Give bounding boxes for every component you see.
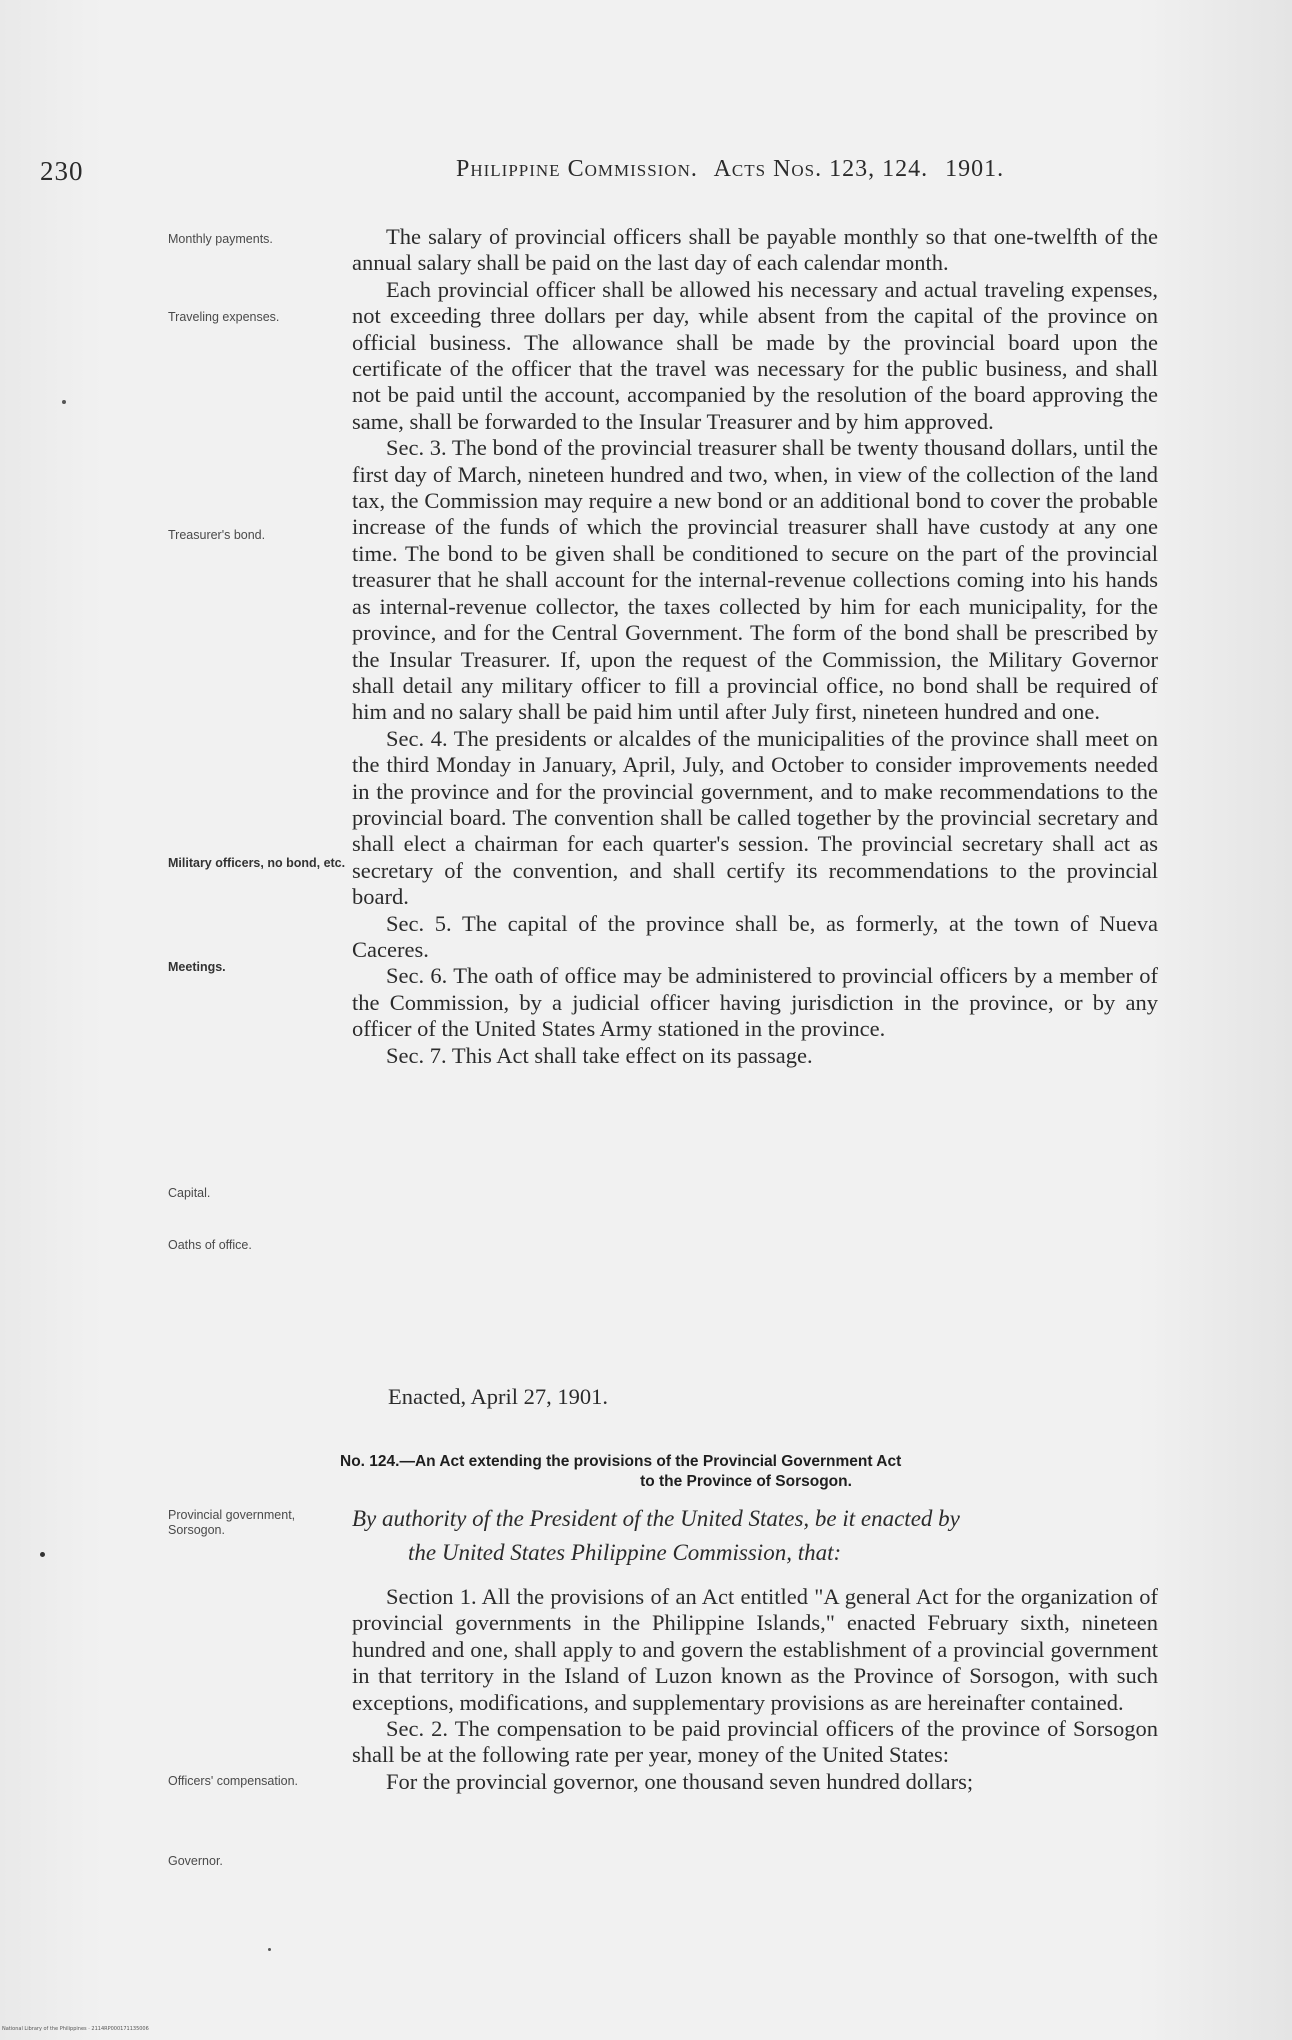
running-head-title: Philippine Commission. — [456, 156, 698, 182]
page-number: 230 — [40, 156, 84, 186]
margin-note-oaths-of-office: Oaths of office. — [168, 1238, 252, 1252]
enacted-date: Enacted, April 27, 1901. — [388, 1384, 608, 1409]
act-124-body — [352, 1584, 1158, 1795]
section-5: Sec. 5. The capital of the province shall be, as formerly, at the town of Nueva Caceres. — [352, 910, 1158, 962]
running-head — [456, 156, 1014, 183]
margin-note-meetings: Meetings. — [168, 960, 226, 974]
margin-note-traveling-expenses: Traveling expenses. — [168, 310, 280, 324]
running-head-acts: Acts Nos. 123, 124. — [713, 156, 929, 182]
act-124-title-line2: to the Province of Sorsogon. — [640, 1473, 852, 1490]
margin-note-treasurers-bond: Treasurer's bond. — [168, 528, 266, 542]
paragraph-monthly-payments: The salary of provincial officers shall be payable monthly so that one-twelfth of the annual salary shall be paid on the last day of each calendar month. — [352, 224, 1158, 276]
paragraph-traveling-expenses: Each provincial officer shall be allowed his necessary and actual traveling expenses, not exceeding three dollars per day, while absent from the capital of the province on official business. The allowance shall be made by the provincial board upon the certificate of the officer that the travel was necessary for the public business, and shall not be paid until the account, accompanied by the resolution of the board approving the same, shall be forwarded to the Insular Treasurer and by him approved. — [352, 276, 1158, 434]
section-4: Sec. 4. The presidents or alcaldes of the municipalities of the province shall meet on the third Monday in January, April, July, and October to consider improvements needed in the province and for the provincial government, and to make recommendations to the provincial board. The convention shall be called together by the provincial secretary and shall elect a chairman for each quarter's session. The provincial secretary shall act as secretary of the convention, and shall certify its recommendations to the provincial board. — [352, 725, 1158, 910]
scan-speck — [40, 1552, 45, 1557]
act-124-section-2: Sec. 2. The compensation to be paid provincial officers of the province of Sorsogon shall be at the following rate per year, money of the United States: — [352, 1716, 1158, 1768]
scan-credit: National Library of the Philippines · 2114RP000171135006 — [2, 2026, 149, 2032]
margin-note-capital: Capital. — [168, 1186, 211, 1200]
act-124-title-line1: No. 124.—An Act extending the provisions of the Provincial Government Act — [340, 1453, 902, 1470]
section-6: Sec. 6. The oath of office may be administered to provincial officers by a member of the Commission, by a judicial officer having jurisdiction in the province, or by any officer of the United States Army stationed in the province. — [352, 963, 1158, 1042]
margin-note-governor: Governor. — [168, 1854, 223, 1868]
margin-note-military-officers: Military officers, no bond, etc. — [168, 856, 346, 870]
running-head-year: 1901. — [945, 156, 1005, 182]
section-7: Sec. 7. This Act shall take effect on its passage. — [386, 1042, 813, 1068]
page-header — [40, 156, 1240, 196]
governor-compensation: For the provincial governor, one thousand seven hundred dollars; — [386, 1768, 974, 1794]
scan-speck — [268, 1948, 271, 1951]
enacting-clause-line1: By authority of the President of the United States, be it enacted by — [352, 1506, 960, 1531]
margin-note-provincial-government-sorsogon: Provincial government, Sorsogon. — [168, 1508, 296, 1537]
margin-note-officers-compensation: Officers' compensation. — [168, 1774, 298, 1788]
scan-speck — [62, 400, 66, 404]
section-3: Sec. 3. The bond of the provincial treasurer shall be twenty thousand dollars, until the first day of March, nineteen hundred and two, when, in view of the collection of the land tax, the Commission may require a new bond or an additional bond to cover the probable increase of the funds of which the provincial treasurer shall have custody at any one time. The bond to be given shall be conditioned to secure on the part of the provincial treasurer that he shall account for the internal-revenue collections coming into his hands as internal-revenue collector, the taxes collected by him for each municipality, for the province, and for the Central Government. The form of the bond shall be prescribed by the Insular Treasurer. If, upon the request of the Commission, the Military Governor shall detail any military officer to fill a provincial office, no bond shall be required of him and no salary shall be paid him until after July first, nineteen hundred and one. — [352, 435, 1158, 725]
enacting-clause-line2: the United States Philippine Commission, that: — [408, 1540, 842, 1565]
act-123-body — [352, 224, 1158, 1069]
act-124-section-1: Section 1. All the provisions of an Act entitled "A general Act for the organization of provincial governments in the Philippine Islands," enacted February sixth, nineteen hundred and one, shall apply to and govern the establishment of a provincial government in that territory in the Island of Luzon known as the Province of Sorsogon, with such exceptions, modifications, and supplementary provisions as are hereinafter contained. — [352, 1584, 1158, 1715]
enacting-clause — [352, 1502, 1158, 1570]
act-124-title — [336, 1452, 1156, 1492]
margin-note-monthly-payments: Monthly payments. — [168, 232, 273, 246]
